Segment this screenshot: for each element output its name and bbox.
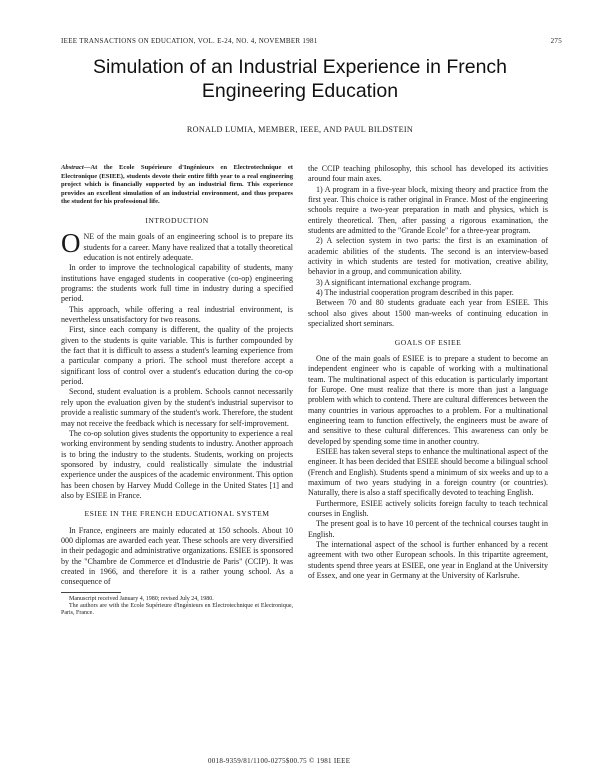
- section-heading-introduction: INTRODUCTION: [145, 215, 209, 225]
- goals-paragraph-1: One of the main goals of ESIEE is to prepare a student to become an independent engineer who is capable of working with a multinational team. The multinational aspect of this education is particularly important for Europe. One must realize that there is more than just a language problem with which to contend. There are cultural differences between the many countries in various approaches to a problem. For a multinational engineering team to function effectively, the engineers must be aware of and sensitive to these cultural differences. This awareness can only be developed by spending some time in another country.: [308, 353, 548, 446]
- right-column: [308, 164, 548, 581]
- list-item-4: 4) The industrial cooperation program described in this paper.: [316, 288, 514, 298]
- intro-p1-text: NE of the main goals of an engineering school is to prepare its students for a career. Many have realized that a totally theoretical education is not entirely adequate.: [83, 232, 293, 262]
- goals-paragraph-2: ESIEE has taken several steps to enhance the multinational aspect of the engineer. It has been decided that ESIEE should become a bilingual school (French and English). Students spend a minimum of six weeks and up to a maximum of two years studying in a foreign country (or countries). Naturally, there is also a staff specifically devoted to teaching English.: [308, 446, 548, 498]
- footnote-affiliation: The authors are with the Ecole Supérieure d'Ingénieurs en Electrotechnique et Electronique, Paris, France.: [61, 602, 293, 616]
- goals-paragraph-4: The present goal is to have 10 percent of the technical courses taught in English.: [308, 519, 548, 539]
- intro-paragraph-6: The co-op solution gives students the opportunity to experience a real working environment by sending students to industry. Another approach is to bring the industry to the students. Students, working on projects sponsored by industry, could realistically simulate the industrial experience under the auspices of the academic environment. This option has been chosen by Harvey Mudd College in the United States [1] and also by ESIEE in France.: [61, 428, 293, 500]
- list-item-2: 2) A selection system in two parts: the first is an examination of academic abilities of the students. The second is an interview-based activity in which students are tested for motivation, creative ability, behavior in a group, and communication ability.: [308, 236, 548, 277]
- list-item-1: 1) A program in a five-year block, mixing theory and practice from the first year. This choice is rather original in France. Most of the engineering schools require a two-year preparation in math and physics, which is entirely theoretical. Then, after passing a rigorous examination, the students are admitted to the "Grande Ecole" for a three-year program.: [308, 184, 548, 236]
- goals-paragraph-5: The international aspect of the school is further enhanced by a recent agreement with two other European schools. In this tripartite agreement, students spend three years at ESIEE, one year in England at the University of Essex, and one year in Germany at the University of Karlsruhe.: [308, 540, 548, 581]
- drop-cap: O: [61, 228, 81, 259]
- page-number: 275: [550, 37, 562, 45]
- running-head: [61, 37, 562, 48]
- footnote-received: Manuscript received January 4, 1980; revised July 24, 1980.: [69, 595, 214, 602]
- section-heading-esiee-system: ESIEE IN THE FRENCH EDUCATIONAL SYSTEM: [84, 509, 270, 519]
- footnote-rule: [61, 592, 121, 593]
- abstract-label: Abstract: [61, 164, 84, 171]
- list-item-3: 3) A significant international exchange program.: [316, 277, 472, 287]
- esiee-paragraph-3: Between 70 and 80 students graduate each year from ESIEE. This school also gives about 1500 man-weeks of continuing education in specialized short seminars.: [308, 298, 548, 329]
- intro-paragraph-3: This approach, while offering a real industrial environment, is nevertheless unsatisfactory for two reasons.: [61, 304, 293, 325]
- intro-paragraph-5: Second, student evaluation is a problem. Schools cannot necessarily rely upon the evaluation given by the student's industrial supervisor to provide a realistic summary of the student's work. Therefore, the student may not receive the feedback which is necessary for self-improvement.: [61, 387, 293, 428]
- intro-paragraph-2: In order to improve the technological capability of students, many institutions have engaged students in cooperative (co-op) engineering programs: the students work full time in industry during a specified period.: [61, 263, 293, 304]
- authors-line: RONALD LUMIA, MEMBER, IEEE, AND PAUL BILDSTEIN: [186, 125, 414, 134]
- paper-title: Simulation of an Industrial Experience in French Engineering Education: [92, 56, 508, 102]
- abstract-text: —At the Ecole Supérieure d'Ingénieurs en Electrotechnique et Electronique (ESIEE), students devote their entire fifth year to a real engineering project which is financially supported by an industrial firm. This experience provides an excellent simulation of an industrial environment, and thus prepares the student for his professional life.: [61, 164, 293, 206]
- esiee-paragraph-1: In France, engineers are mainly educated at 150 schools. About 10 000 diplomas are awarded each year. These schools are very diversified in their pedagogic and administrative organizations. ESIEE is sponsored by the "Chambre de Commerce et d'Industrie de Paris" (CCIP). It was created in 1966, and therefore it is a rather young school. As a consequence of: [61, 525, 293, 587]
- journal-header: IEEE TRANSACTIONS ON EDUCATION, VOL. E-24, NO. 4, NOVEMBER 1981: [61, 37, 318, 45]
- section-heading-goals: GOALS OF ESIEE: [394, 337, 462, 347]
- abstract: [61, 164, 293, 207]
- intro-paragraph-4: First, since each company is different, the quality of the projects given to the students is quite variable. This is further compounded by the fact that it is difficult to assess a student's learning experience from a particular company a priori. The school must therefore accept a significant loss of control over a student's education during the co-op period.: [61, 325, 293, 387]
- esiee-paragraph-2: the CCIP teaching philosophy, this school has developed its activities around four main axes.: [308, 164, 548, 184]
- copyright-line: 0018-9359/81/1100-0275$00.75 © 1981 IEEE: [208, 757, 351, 765]
- intro-paragraph-1: [61, 228, 293, 263]
- left-column: [61, 164, 293, 617]
- goals-paragraph-3: Furthermore, ESIEE actively solicits foreign faculty to teach technical courses in English.: [308, 498, 548, 518]
